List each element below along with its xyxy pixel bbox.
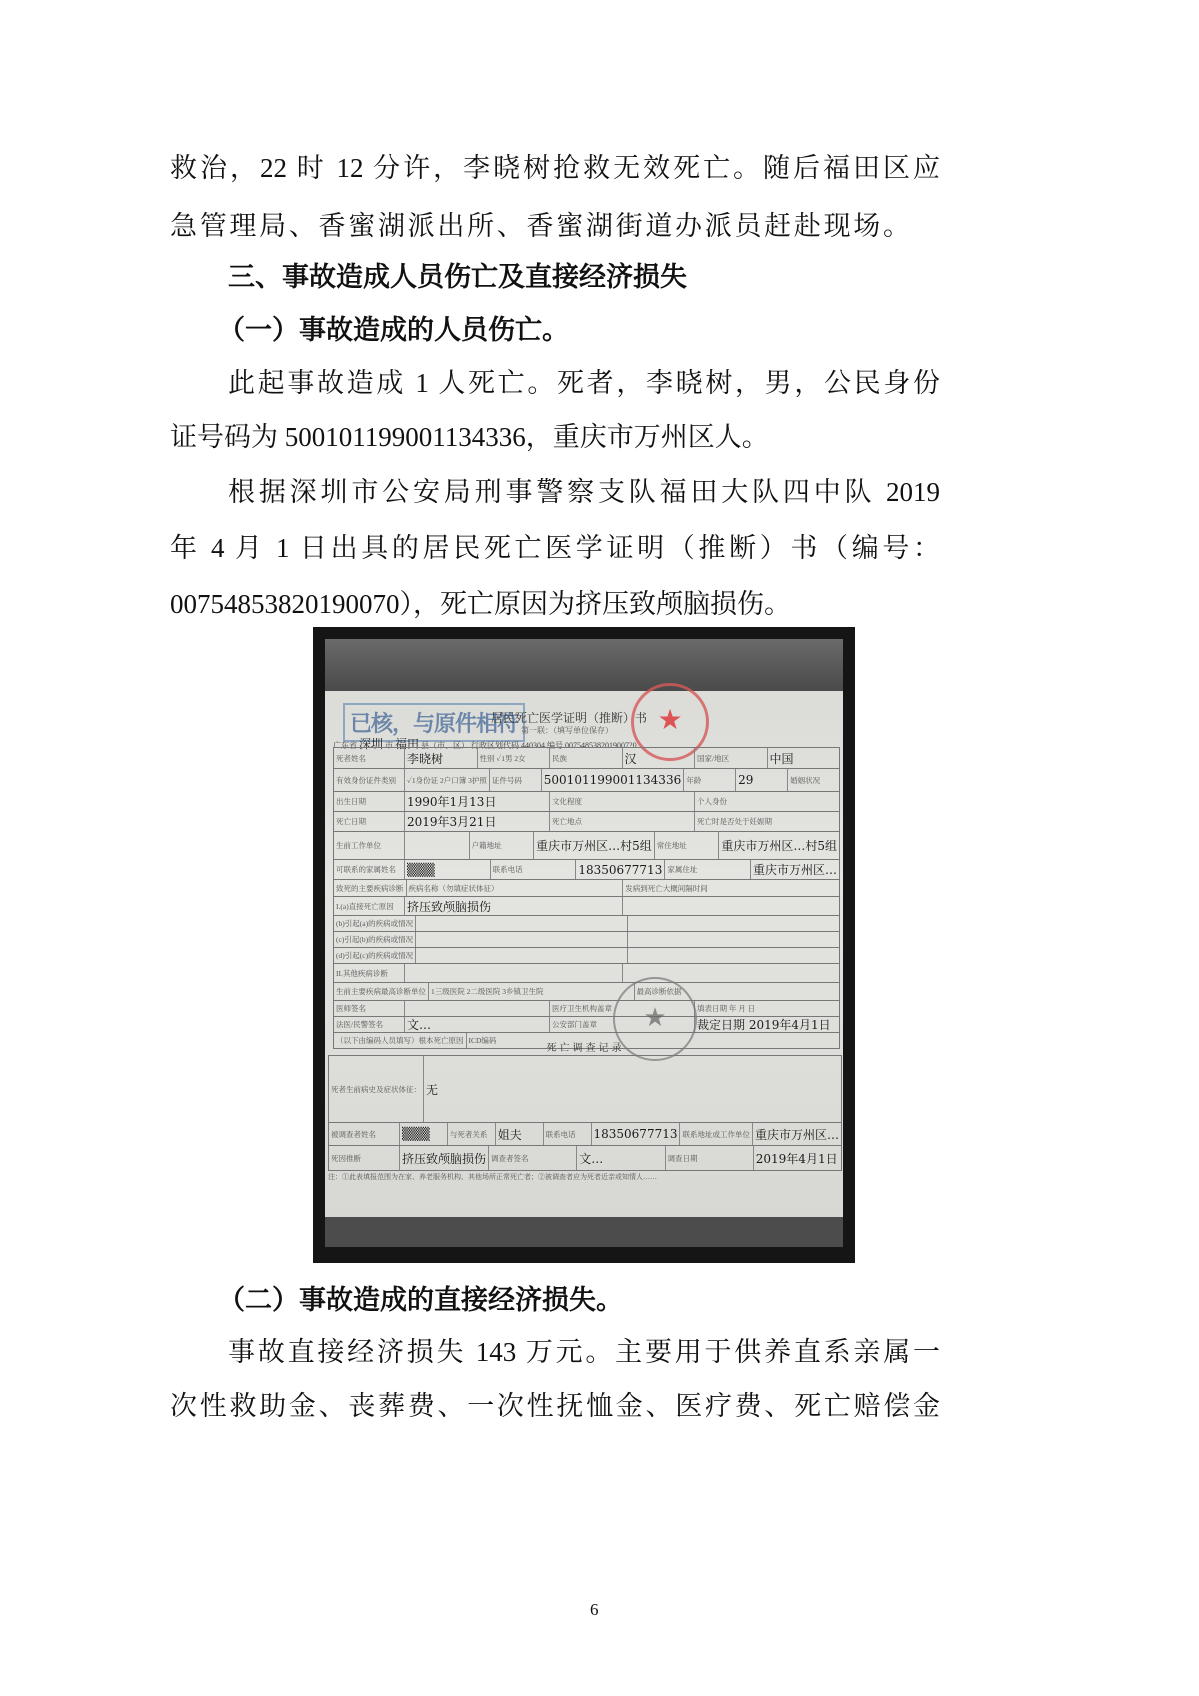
form-row xyxy=(334,1017,839,1033)
form-label: 调查者签名 xyxy=(488,1146,576,1170)
form-row xyxy=(334,769,839,792)
form-label: 联系地址或工作单位 xyxy=(679,1123,752,1145)
form-label: 1三级医院 2二级医院 3乡镇卫生院 xyxy=(428,983,634,1000)
form-value: ▒▒▒ xyxy=(404,860,490,879)
form-label xyxy=(627,932,839,947)
form-label: 死者姓名 xyxy=(336,753,366,763)
form-value: 李晓树 xyxy=(404,748,477,768)
form-value: 重庆市万州区…村5组 xyxy=(718,832,839,859)
header-city: 深圳 xyxy=(359,737,384,751)
investigation-table xyxy=(328,1055,842,1171)
form-value: 500101199001134336 xyxy=(541,769,683,791)
form-value: 重庆市万州区…村5组 xyxy=(533,832,654,859)
header-suffix: 县（市、区） 行政区划代码 440304 编号 0075485382019007?0 xyxy=(421,741,637,750)
form-value: 中国 xyxy=(767,748,840,768)
form-label: 性别 ✓1男 2女 xyxy=(477,748,550,768)
red-seal-icon: ★ xyxy=(631,683,709,761)
form-value: 无 xyxy=(423,1056,841,1122)
body-line: 根据深圳市公安局刑事警察支队福田大队四中队 2019 xyxy=(228,477,940,507)
form-value: 18350677713 xyxy=(591,1123,680,1145)
form-row xyxy=(334,748,839,769)
body-line: 救治，22 时 12 分许，李晓树抢救无效死亡。随后福田区应 xyxy=(170,153,940,183)
form-row xyxy=(334,932,839,948)
form-label: 被调查者姓名 xyxy=(331,1129,376,1139)
form-label xyxy=(404,832,469,859)
form-value: 汉 xyxy=(622,748,695,768)
form-label: 公安部门盖章 xyxy=(549,1017,694,1032)
form-row xyxy=(334,948,839,964)
form-label: 死者生前病史及症状体征： xyxy=(331,1084,421,1094)
subsection-heading: （二）事故造成的直接经济损失。 xyxy=(218,1285,623,1315)
form-label: 死亡时是否处于妊娠期 xyxy=(694,812,839,831)
form-row xyxy=(334,832,839,860)
form-row xyxy=(329,1146,841,1171)
form-value: 挤压致颅脑损伤 xyxy=(404,897,622,915)
form-label: 家属住址 xyxy=(664,860,750,879)
form-label: 证件号码 xyxy=(489,769,541,791)
form-label: ✓1身份证 2户口簿 3护照 xyxy=(404,769,489,791)
form-label xyxy=(415,916,627,931)
body-line: 事故直接经济损失 143 万元。主要用于供养直系亲属一 xyxy=(228,1337,940,1367)
form-label: 生前工作单位 xyxy=(336,841,381,850)
police-seal-icon: ★ xyxy=(613,977,697,1061)
form-value: 2019年4月1日 xyxy=(753,1146,841,1170)
body-line: 00754853820190070），死亡原因为挤压致颅脑损伤。 xyxy=(170,589,791,619)
form-label: 婚姻状况 xyxy=(787,769,839,791)
form-label: 有效身份证件类别 xyxy=(336,775,396,785)
verified-stamp: 已核，与原件相符 xyxy=(343,703,525,742)
form-label: (d)引起(c)的疾病或情况 xyxy=(336,951,414,960)
form-label: 生前主要疾病最高诊断单位 xyxy=(336,987,426,996)
form-value: 重庆市万州区… xyxy=(752,1123,841,1145)
form-label: 可联系的家属姓名 xyxy=(336,865,396,874)
form-label: 法医/民警签名 xyxy=(336,1020,384,1029)
photo-shadow-bottom xyxy=(325,1217,843,1247)
header-district: 福田 xyxy=(395,737,420,751)
form-row xyxy=(334,812,839,832)
form-value: 1990年1月13日 xyxy=(404,792,549,811)
page-number: 6 xyxy=(590,1600,599,1619)
form-label: 死因推断 xyxy=(331,1153,361,1163)
form-value: 29 xyxy=(735,769,787,791)
form-label: 户籍地址 xyxy=(469,832,534,859)
form-label: 常住地址 xyxy=(654,832,719,859)
body-line: 急管理局、香蜜湖派出所、香蜜湖街道办派员赶赴现场。 xyxy=(170,211,910,241)
form-label: 填表日期 年 月 日 xyxy=(694,1001,839,1016)
form-value: 挤压致颅脑损伤 xyxy=(399,1146,488,1170)
form-label: 年龄 xyxy=(683,769,735,791)
body-line: 此起事故造成 1 人死亡。死者，李晓树，男，公民身份 xyxy=(228,368,940,398)
body-line: 次性救助金、丧葬费、一次性抚恤金、医疗费、死亡赔偿金 xyxy=(170,1391,940,1421)
form-label: 致死的主要疾病诊断 xyxy=(336,883,404,893)
form-label xyxy=(404,964,622,982)
header-prefix: 广东省 xyxy=(333,741,357,750)
form-value: ▒▒▒ xyxy=(399,1123,447,1145)
certificate-title: 居民死亡医学证明（推断）书 xyxy=(491,711,648,725)
investigation-title: 死亡调查记录 xyxy=(546,1043,625,1054)
form-label: 最高诊断依据 xyxy=(634,983,840,1000)
certificate-table xyxy=(333,747,840,1049)
form-label: 医师签名 xyxy=(336,1004,366,1013)
body-line: 年 4 月 1 日出具的居民死亡医学证明（推断）书（编号： xyxy=(170,533,940,563)
form-value: 裁定日期 2019年4月1日 xyxy=(694,1017,839,1032)
form-label xyxy=(404,1001,549,1016)
form-row xyxy=(334,860,839,880)
form-label: ICD编码 xyxy=(466,1033,840,1048)
form-value: 文… xyxy=(576,1146,664,1170)
form-row xyxy=(334,916,839,932)
form-label: 死亡地点 xyxy=(549,812,694,831)
death-certificate-photo xyxy=(313,627,855,1263)
form-label xyxy=(627,948,839,963)
header-mid: 市 xyxy=(385,741,394,750)
form-label xyxy=(415,948,627,963)
form-label: 死亡日期 xyxy=(336,817,366,826)
form-label: 个人身份 xyxy=(694,792,839,811)
form-value: 文… xyxy=(404,1017,549,1032)
form-value: 重庆市万州区… xyxy=(750,860,839,879)
body-line: 证号码为 500101199001134336，重庆市万州区人。 xyxy=(170,422,769,452)
form-label xyxy=(415,932,627,947)
form-label: 文化程度 xyxy=(549,792,694,811)
form-label: (b)引起(a)的疾病或情况 xyxy=(336,919,414,928)
form-row xyxy=(334,792,839,812)
form-row xyxy=(334,897,839,916)
section-heading: 三、事故造成人员伤亡及直接经济损失 xyxy=(228,262,687,292)
form-label: （以下由编码人员填写）根本死亡原因 xyxy=(336,1036,464,1045)
certificate-footnote: 注：①此表填报范围为在家、养老服务机构、其他场所正常死亡者；②被调查者应为死者近亲或知情人…… xyxy=(328,1173,657,1181)
form-label: 国家/地区 xyxy=(694,748,767,768)
form-label: I.(a)直接死亡原因 xyxy=(336,901,394,911)
form-label: 联系电话 xyxy=(490,860,576,879)
form-row xyxy=(329,1123,841,1146)
subsection-heading: （一）事故造成的人员伤亡。 xyxy=(218,315,569,345)
form-value: 18350677713 xyxy=(575,860,664,879)
form-row xyxy=(329,1056,841,1123)
photo-shadow-top xyxy=(325,639,843,691)
form-label: II.其他疾病诊断 xyxy=(336,968,388,978)
form-label: 联系电话 xyxy=(543,1123,591,1145)
form-label: 调查日期 xyxy=(665,1146,753,1170)
form-label xyxy=(627,916,839,931)
form-row xyxy=(334,1001,839,1017)
form-label: 医疗卫生机构盖章 xyxy=(549,1001,694,1016)
form-label: 疾病名称（勿填症状体征） xyxy=(406,880,623,896)
form-label: 发病到死亡大概间隔时间 xyxy=(622,880,839,896)
form-label: 出生日期 xyxy=(336,797,366,806)
form-row xyxy=(334,983,839,1001)
form-label: 与死者关系 xyxy=(447,1123,495,1145)
form-label: 民族 xyxy=(549,748,622,768)
form-label: (c)引起(b)的疾病或情况 xyxy=(336,935,414,944)
form-value: 2019年3月21日 xyxy=(404,812,549,831)
form-row xyxy=(334,964,839,983)
form-value: 姐夫 xyxy=(495,1123,543,1145)
certificate-subtitle: 第一联：（填写单位保存） xyxy=(521,726,613,735)
form-row xyxy=(334,880,839,897)
form-label xyxy=(622,897,840,915)
